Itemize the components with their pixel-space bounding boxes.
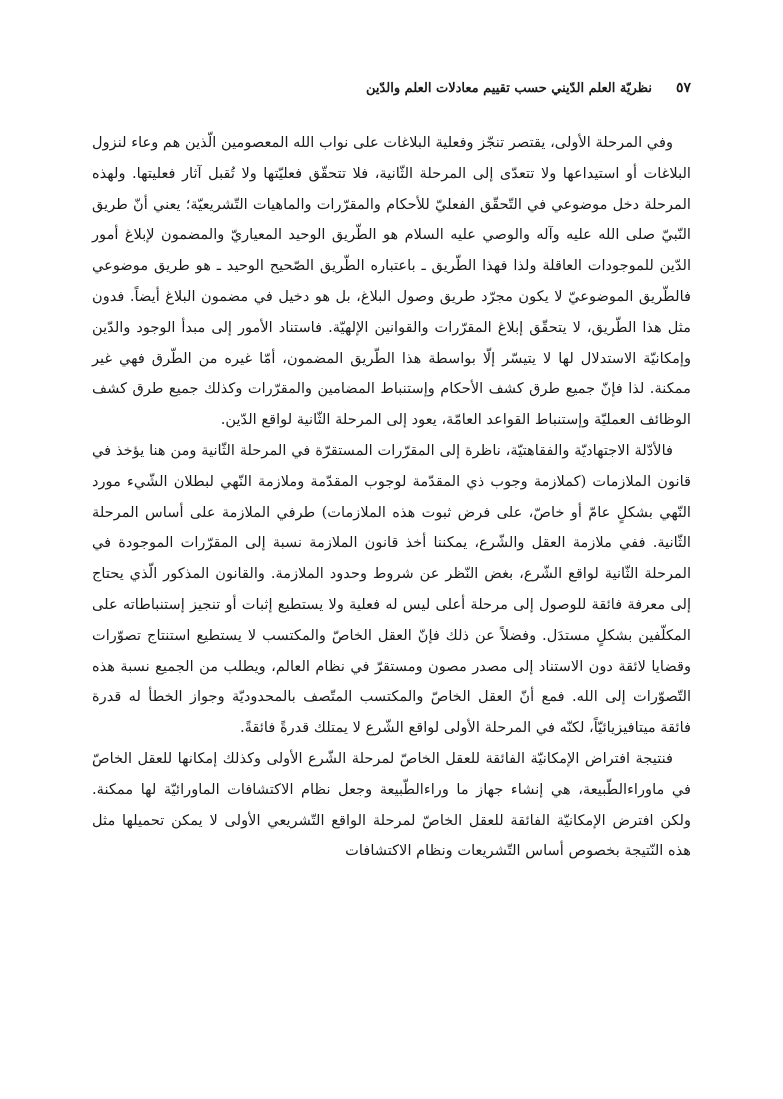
body-text: [92, 128, 691, 867]
running-header: [92, 76, 691, 100]
paragraph: فالأدّلة الاجتهاديّة والفقاهتيّة، ناظرة إلى المقرّرات المستقرّة في المرحلة الثّانية ومن هنا يؤخذ في قانون الملازمات (كملازمة وجوب ذي المقدّمة لوجوب المقدّمة وملازمة النّهي لبطلان الشّيء مورد النّهي بشكلٍ عامّ أو خاصّ، على فرض ثبوت هذه الملازمات) طرفي الملازمة على أساس المرحلة الثّانية. ففي ملازمة العقل والشّرع، يمكننا أخذ قانون الملازمة نسبة إلى المقرّرات الموجودة في المرحلة الثّانية لواقع الشّرع، بغض النّظر عن شروط وحدود الملازمة. والقانون المذكور الّذي يحتاج إلى معرفة فائقة للوصول إلى مرحلة أعلى ليس له فعلية ولا يستطيع إثبات أو تنجيز إستنباطاته على المكلّفين بشكلٍ مستدَل. وفضلاً عن ذلك فإنّ العقل الخاصّ والمكتسب لا يستطيع استنتاج تصوّرات وقضايا لائقة دون الاستناد إلى مصدر مصون ومستقرّ في نظام العالم، ويطلب من الجميع نسبة هذه التّصوّرات إلى الله. فمع أنّ العقل الخاصّ والمكتسب المتّصف بالمحدوديّة وجواز الخطأ له قدرة فائقة ميتافيزيائيّاً، لكنّه في المرحلة الأولى لواقع الشّرع لا يمتلك قدرةً فائقةً.: [92, 441, 691, 737]
page-number: ٥٧: [675, 80, 691, 96]
running-title: نظريّة العلم الدّيني حسب تقييم معادلات العلم والدّين: [365, 80, 652, 96]
paragraph: فنتيجة افتراض الإمكانيّة الفائقة للعقل الخاصّ لمرحلة الشّرع الأولى وكذلك إمكانها للعقل الخاصّ في ماوراءالطّبيعة، هي إنشاء جهاز ما وراءالطّبيعة وجعل نظام الاكتشافات الماورائيّة لها ممكنة. ولكن افترض الإمكانيّة الفائقة للعقل الخاصّ لمرحلة الواقع التّشريعي الأولى لا يمكن تحميلها مثل هذه النّتيجة بخصوص أساس التّشريعات ونظام الاكتشافات: [92, 749, 691, 860]
paragraph: وفي المرحلة الأولى، يقتصر تنجّز وفعلية البلاغات على نواب الله المعصومين الّذين هم وعاء لنزول البلاغات أو استيداعها ولا تتعدّى إلى المرحلة الثّانية، فلا تتحقّق فعليّتها ولا تُقبل آثار فعليتها. ولهذه المرحلة دخل موضوعي في التّحقّق الفعليّ للأحكام والمقرّرات والماهيات التّشريعيّة؛ يعني أنّ طريق النّبيّ صلى الله عليه وآله والوصي عليه السلام هو الطّريق الوحيد المعياريّ والمضمون لإبلاغ أمور الدّين للموجودات العاقلة ولذا فهذا الطّريق ـ باعتباره الطّريق الصّحيح الوحيد ـ هو طريق موضوعي فالطّريق الموضوعيّ لا يكون مجرّد طريق وصول البلاغ، بل هو دخيل في مضمون البلاغ أيضاً. فدون مثل هذا الطّريق، لا يتحقّق إبلاغ المقرّرات والقوانين الإلهيّة. فاستناد الأمور إلى مبدأ الوجود والدّين وإمكانيّة الاستدلال لها لا يتيسّر إلّا بواسطة هذا الطّريق المضمون، أمّا غيره من الطّرق فهي غير ممكنة. لذا فإنّ جميع طرق كشف الأحكام وإستنباط المضامين والمقرّرات وكذلك جميع طرق كشف الوظائف العمليّة وإستنباط القواعد العامّة، يعود إلى المرحلة الثّانية لواقع الدّين.: [92, 134, 691, 429]
